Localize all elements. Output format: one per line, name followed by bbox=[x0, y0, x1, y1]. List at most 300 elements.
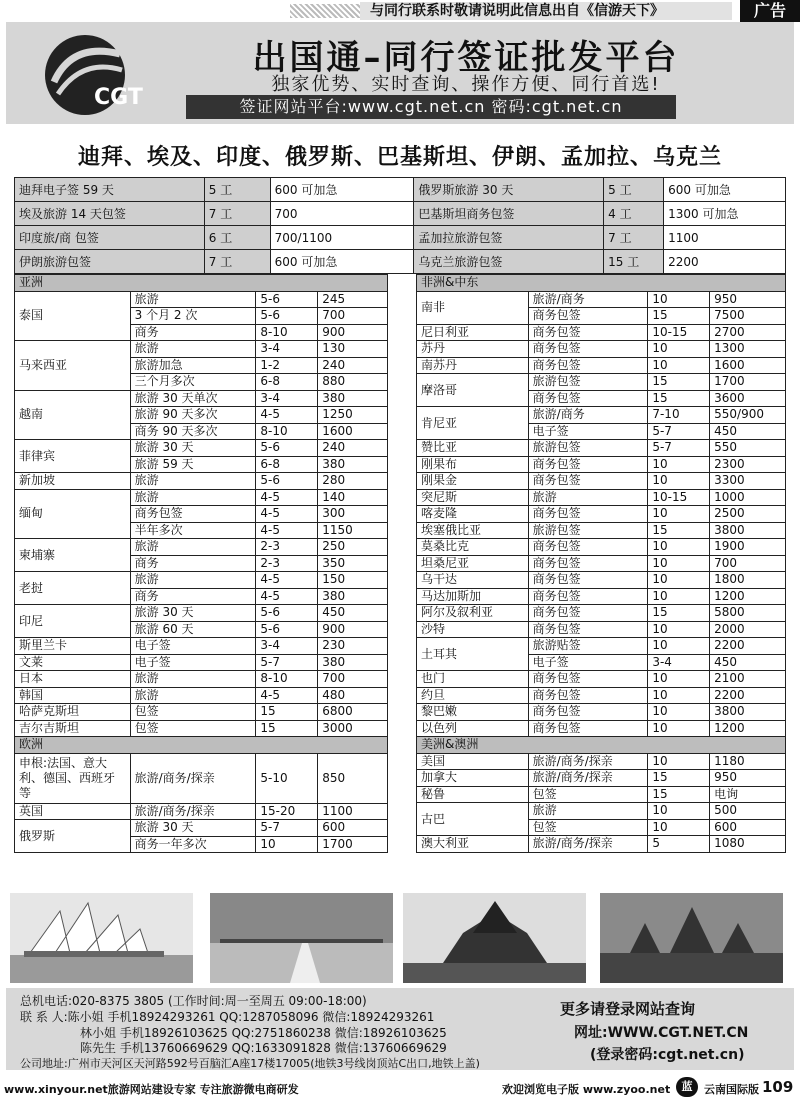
countries-line: 迪拜、埃及、印度、俄罗斯、巴基斯坦、伊朗、孟加拉、乌克兰 bbox=[77, 145, 722, 170]
table-cell: 1-2 bbox=[256, 357, 318, 374]
table-row bbox=[15, 341, 388, 358]
table-cell: 380 bbox=[318, 654, 388, 671]
table-cell: 土耳其 bbox=[417, 638, 529, 671]
table-cell: 300 bbox=[318, 506, 388, 523]
table-cell: 旅游贴签 bbox=[528, 638, 648, 655]
table-cell: 旅游 bbox=[130, 489, 256, 506]
table-row bbox=[15, 572, 388, 589]
table-cell: 商务包签 bbox=[528, 308, 648, 325]
table-row bbox=[15, 737, 388, 754]
table-row bbox=[417, 753, 786, 770]
table-row bbox=[15, 671, 388, 688]
footer-left: www.xinyour.net旅游网站建设专家 专注旅游微电商研发 bbox=[4, 1083, 299, 1096]
table-cell: 马来西亚 bbox=[15, 341, 131, 391]
table-cell: 4-5 bbox=[256, 588, 318, 605]
table-cell: 印尼 bbox=[15, 605, 131, 638]
table-cell: 245 bbox=[318, 291, 388, 308]
table-cell: 1300 bbox=[710, 341, 786, 358]
banner-title: 出国通–同行签证批发平台 bbox=[252, 38, 680, 78]
table-cell: 3-4 bbox=[256, 638, 318, 655]
table-cell: 商务包签 bbox=[528, 671, 648, 688]
table-cell: 3-4 bbox=[256, 390, 318, 407]
table-cell: 7-10 bbox=[648, 407, 710, 424]
table-cell: 550 bbox=[710, 440, 786, 457]
left-price-table bbox=[14, 274, 388, 853]
table-cell: 10 bbox=[648, 671, 710, 688]
table-cell: 550/900 bbox=[710, 407, 786, 424]
footer bbox=[0, 1076, 800, 1100]
table-cell: 南苏丹 bbox=[417, 357, 529, 374]
table-cell: 旅游包签 bbox=[528, 374, 648, 391]
table-cell: 商务包签 bbox=[528, 390, 648, 407]
table-cell: 亚洲 bbox=[15, 275, 388, 292]
table-cell: 商务包签 bbox=[528, 704, 648, 721]
table-cell: 旅游 bbox=[130, 539, 256, 556]
table-cell: 苏丹 bbox=[417, 341, 529, 358]
table-cell: 1100 bbox=[318, 803, 388, 820]
table-cell: 10 bbox=[648, 341, 710, 358]
table-cell: 乌克兰旅游包签 bbox=[414, 250, 604, 274]
table-cell: 旅游 bbox=[130, 687, 256, 704]
table-cell: 商务 90 天多次 bbox=[130, 423, 256, 440]
table-cell: 商务 bbox=[130, 324, 256, 341]
pier-photo bbox=[210, 893, 393, 983]
table-cell: 非洲&中东 bbox=[417, 275, 786, 292]
contact-person-3: 陈先生 手机13760669629 QQ:1633091828 微信:13760669629 bbox=[80, 1041, 447, 1055]
table-cell: 10 bbox=[648, 704, 710, 721]
table-row bbox=[417, 489, 786, 506]
table-row bbox=[417, 473, 786, 490]
table-cell: 1800 bbox=[710, 572, 786, 589]
table-cell: 阿尔及叙利亚 bbox=[417, 605, 529, 622]
table-cell: 埃塞俄比亚 bbox=[417, 522, 529, 539]
table-cell: 商务包签 bbox=[528, 687, 648, 704]
table-cell: 10 bbox=[648, 291, 710, 308]
table-cell: 半年多次 bbox=[130, 522, 256, 539]
table-cell: 7 工 bbox=[204, 202, 270, 226]
table-row bbox=[15, 250, 786, 274]
table-cell: 10 bbox=[648, 588, 710, 605]
table-cell: 旅游 30 天 bbox=[130, 820, 256, 837]
table-cell: 10 bbox=[648, 720, 710, 737]
site-url[interactable]: 网址:WWW.CGT.NET.CN bbox=[574, 1025, 749, 1041]
table-cell: 380 bbox=[318, 390, 388, 407]
table-cell: 突尼斯 bbox=[417, 489, 529, 506]
table-cell: 商务包签 bbox=[528, 357, 648, 374]
table-cell: 加拿大 bbox=[417, 770, 529, 787]
table-cell: 旅游 bbox=[130, 473, 256, 490]
table-cell: 旅游 bbox=[130, 572, 256, 589]
table-cell: 电子签 bbox=[528, 654, 648, 671]
table-cell: 1250 bbox=[318, 407, 388, 424]
table-row bbox=[15, 654, 388, 671]
table-cell: 3800 bbox=[710, 704, 786, 721]
table-cell: 日本 bbox=[15, 671, 131, 688]
cgt-logo-icon bbox=[42, 32, 143, 118]
top-bar bbox=[0, 0, 800, 22]
table-cell: 古巴 bbox=[417, 803, 529, 836]
table-cell: 旅游 bbox=[528, 489, 648, 506]
table-cell: 3 个月 2 次 bbox=[130, 308, 256, 325]
table-cell: 600 bbox=[318, 820, 388, 837]
table-cell: 600 可加急 bbox=[270, 250, 414, 274]
table-cell: 5-6 bbox=[256, 440, 318, 457]
table-row bbox=[15, 489, 388, 506]
table-row bbox=[417, 638, 786, 655]
table-cell: 15 bbox=[648, 390, 710, 407]
table-row bbox=[15, 390, 388, 407]
table-cell: 1100 bbox=[664, 226, 786, 250]
table-row bbox=[417, 687, 786, 704]
table-cell: 10 bbox=[648, 803, 710, 820]
table-cell: 马达加斯加 bbox=[417, 588, 529, 605]
table-row bbox=[15, 440, 388, 457]
table-cell: 4-5 bbox=[256, 572, 318, 589]
table-cell: 1700 bbox=[318, 836, 388, 853]
table-cell: 美洲&澳洲 bbox=[417, 737, 786, 754]
contact-address: 公司地址:广州市天河区天河路592号百脑汇A座17楼17005(地铁3号线岗顶站C出口,地铁上盖) bbox=[20, 1057, 480, 1070]
login-password: (登录密码:cgt.net.cn) bbox=[590, 1047, 745, 1063]
table-row bbox=[417, 770, 786, 787]
table-row bbox=[15, 720, 388, 737]
table-cell: 旅游 30 天 bbox=[130, 440, 256, 457]
table-row bbox=[15, 178, 786, 202]
table-row bbox=[417, 522, 786, 539]
logo-text: CGT bbox=[94, 85, 143, 110]
table-cell: 商务 bbox=[130, 588, 256, 605]
table-cell: 1200 bbox=[710, 588, 786, 605]
table-cell: 15 bbox=[648, 605, 710, 622]
table-cell: 10-15 bbox=[648, 324, 710, 341]
table-cell: 900 bbox=[318, 324, 388, 341]
table-cell: 5-7 bbox=[648, 440, 710, 457]
table-row bbox=[417, 341, 786, 358]
table-cell: 俄罗斯 bbox=[15, 820, 131, 853]
table-cell: 黎巴嫩 bbox=[417, 704, 529, 721]
quick-price-table bbox=[14, 177, 786, 274]
table-row bbox=[417, 440, 786, 457]
table-cell: 230 bbox=[318, 638, 388, 655]
table-cell: 柬埔寨 bbox=[15, 539, 131, 572]
table-cell: 三个月多次 bbox=[130, 374, 256, 391]
table-cell: 包签 bbox=[528, 786, 648, 803]
table-cell: 6 工 bbox=[204, 226, 270, 250]
table-cell: 巴基斯坦商务包签 bbox=[414, 202, 604, 226]
angkor-wat-photo bbox=[600, 893, 783, 983]
table-row bbox=[15, 202, 786, 226]
table-cell: 1300 可加急 bbox=[664, 202, 786, 226]
table-row bbox=[417, 786, 786, 803]
table-cell: 3000 bbox=[318, 720, 388, 737]
table-cell: 10 bbox=[648, 357, 710, 374]
table-cell: 15 bbox=[648, 308, 710, 325]
table-row bbox=[15, 820, 388, 837]
table-cell: 700 bbox=[318, 308, 388, 325]
table-cell: 600 可加急 bbox=[270, 178, 414, 202]
table-cell: 斯里兰卡 bbox=[15, 638, 131, 655]
table-cell: 15 bbox=[648, 374, 710, 391]
table-cell: 商务包签 bbox=[528, 324, 648, 341]
table-row bbox=[417, 588, 786, 605]
table-row bbox=[417, 291, 786, 308]
table-cell: 10 bbox=[648, 473, 710, 490]
table-cell: 旅游包签 bbox=[528, 522, 648, 539]
table-cell: 商务包签 bbox=[528, 588, 648, 605]
table-cell: 700/1100 bbox=[270, 226, 414, 250]
table-cell: 南非 bbox=[417, 291, 529, 324]
table-row bbox=[15, 275, 388, 292]
table-cell: 4-5 bbox=[256, 522, 318, 539]
table-cell: 5-6 bbox=[256, 621, 318, 638]
table-cell: 2200 bbox=[710, 638, 786, 655]
table-cell: 15 bbox=[648, 786, 710, 803]
table-cell: 15 bbox=[256, 704, 318, 721]
table-cell: 350 bbox=[318, 555, 388, 572]
table-cell: 700 bbox=[270, 202, 414, 226]
table-cell: 10 bbox=[648, 753, 710, 770]
table-cell: 莫桑比克 bbox=[417, 539, 529, 556]
table-row bbox=[417, 704, 786, 721]
table-cell: 4-5 bbox=[256, 407, 318, 424]
table-row bbox=[417, 407, 786, 424]
table-cell: 商务包签 bbox=[528, 539, 648, 556]
table-cell: 380 bbox=[318, 588, 388, 605]
table-cell: 商务包签 bbox=[130, 506, 256, 523]
table-cell: 电子签 bbox=[528, 423, 648, 440]
table-cell: 吉尔吉斯坦 bbox=[15, 720, 131, 737]
table-cell: 越南 bbox=[15, 390, 131, 440]
banner-subtitle: 独家优势、实时查询、操作方便、同行首选! bbox=[271, 74, 661, 95]
table-cell: 5-6 bbox=[256, 473, 318, 490]
table-cell: 旅游/商务/探亲 bbox=[130, 803, 256, 820]
table-cell: 2100 bbox=[710, 671, 786, 688]
table-row bbox=[15, 605, 388, 622]
table-cell: 商务 bbox=[130, 555, 256, 572]
table-cell: 2-3 bbox=[256, 555, 318, 572]
table-cell: 1900 bbox=[710, 539, 786, 556]
table-row bbox=[417, 836, 786, 853]
table-row bbox=[417, 605, 786, 622]
table-cell: 旅游 bbox=[130, 341, 256, 358]
table-cell: 3600 bbox=[710, 390, 786, 407]
table-cell: 旅游/商务/探亲 bbox=[130, 753, 256, 803]
table-cell: 600 bbox=[710, 819, 786, 836]
table-cell: 1600 bbox=[710, 357, 786, 374]
banner-site: 签证网站平台:www.cgt.net.cn 密码:cgt.net.cn bbox=[186, 95, 676, 119]
contact-phone: 总机电话:020-8375 3805 (工作时间:周一至周五 09:00-18:00) bbox=[20, 994, 367, 1008]
source-notice: 与同行联系时敬请说明此信息出自《信游天下》 bbox=[360, 2, 732, 20]
temple-photo bbox=[403, 893, 586, 983]
table-cell: 旅游 90 天多次 bbox=[130, 407, 256, 424]
table-cell: 缅甸 bbox=[15, 489, 131, 539]
table-cell: 15 bbox=[648, 770, 710, 787]
table-cell: 15 工 bbox=[604, 250, 664, 274]
table-cell: 电子签 bbox=[130, 654, 256, 671]
table-cell: 旅游/商务 bbox=[528, 291, 648, 308]
table-cell: 1150 bbox=[318, 522, 388, 539]
table-cell: 包签 bbox=[130, 720, 256, 737]
table-cell: 3300 bbox=[710, 473, 786, 490]
table-cell: 旅游 bbox=[130, 291, 256, 308]
table-cell: 包签 bbox=[130, 704, 256, 721]
table-cell: 旅游包签 bbox=[528, 440, 648, 457]
table-cell: 电询 bbox=[710, 786, 786, 803]
table-cell: 2-3 bbox=[256, 539, 318, 556]
table-cell: 以色列 bbox=[417, 720, 529, 737]
table-row bbox=[15, 803, 388, 820]
table-cell: 4 工 bbox=[604, 202, 664, 226]
table-cell: 140 bbox=[318, 489, 388, 506]
table-cell: 10 bbox=[648, 621, 710, 638]
contact-person-1: 联 系 人:陈小姐 手机18924293261 QQ:1287058096 微信:18924293261 bbox=[20, 1010, 435, 1024]
footer-edition: 云南国际版 bbox=[704, 1083, 759, 1096]
table-cell: 俄罗斯旅游 30 天 bbox=[414, 178, 604, 202]
table-cell: 2700 bbox=[710, 324, 786, 341]
table-cell: 赞比亚 bbox=[417, 440, 529, 457]
table-cell: 孟加拉旅游包签 bbox=[414, 226, 604, 250]
table-cell: 900 bbox=[318, 621, 388, 638]
table-cell: 10 bbox=[648, 819, 710, 836]
table-cell: 7500 bbox=[710, 308, 786, 325]
table-row bbox=[417, 572, 786, 589]
table-cell: 旅游/商务/探亲 bbox=[528, 836, 648, 853]
table-cell: 5-7 bbox=[648, 423, 710, 440]
table-cell: 240 bbox=[318, 357, 388, 374]
table-cell: 商务包签 bbox=[528, 506, 648, 523]
table-cell: 商务包签 bbox=[528, 555, 648, 572]
table-cell: 哈萨克斯坦 bbox=[15, 704, 131, 721]
table-cell: 约旦 bbox=[417, 687, 529, 704]
table-cell: 850 bbox=[318, 753, 388, 803]
banner bbox=[6, 22, 794, 124]
table-cell: 5800 bbox=[710, 605, 786, 622]
table-cell: 6800 bbox=[318, 704, 388, 721]
table-row bbox=[417, 555, 786, 572]
table-cell: 280 bbox=[318, 473, 388, 490]
table-cell: 10 bbox=[648, 506, 710, 523]
table-cell: 240 bbox=[318, 440, 388, 457]
table-cell: 老挝 bbox=[15, 572, 131, 605]
table-cell: 1600 bbox=[318, 423, 388, 440]
table-cell: 600 可加急 bbox=[664, 178, 786, 202]
table-cell: 10 bbox=[256, 836, 318, 853]
table-cell: 4-5 bbox=[256, 506, 318, 523]
table-cell: 商务包签 bbox=[528, 605, 648, 622]
table-cell: 130 bbox=[318, 341, 388, 358]
table-cell: 700 bbox=[710, 555, 786, 572]
table-cell: 商务包签 bbox=[528, 473, 648, 490]
table-cell: 950 bbox=[710, 770, 786, 787]
page-number: 109 bbox=[762, 1078, 794, 1096]
table-cell: 旅游 30 天 bbox=[130, 605, 256, 622]
table-cell: 4-5 bbox=[256, 687, 318, 704]
ad-tag: 广告 bbox=[740, 0, 800, 22]
table-row bbox=[15, 539, 388, 556]
sydney-opera-house-photo bbox=[10, 893, 193, 983]
table-cell: 5-6 bbox=[256, 308, 318, 325]
table-cell: 4-5 bbox=[256, 489, 318, 506]
table-cell: 2200 bbox=[664, 250, 786, 274]
table-cell: 澳大利亚 bbox=[417, 836, 529, 853]
table-cell: 秘鲁 bbox=[417, 786, 529, 803]
table-cell: 旅游 59 天 bbox=[130, 456, 256, 473]
table-cell: 商务包签 bbox=[528, 572, 648, 589]
table-cell: 商务包签 bbox=[528, 341, 648, 358]
table-cell: 7 工 bbox=[204, 250, 270, 274]
hatch-decoration bbox=[290, 4, 360, 18]
table-cell: 380 bbox=[318, 456, 388, 473]
table-cell: 15 bbox=[648, 522, 710, 539]
table-cell: 喀麦隆 bbox=[417, 506, 529, 523]
table-cell: 旅游 30 天单次 bbox=[130, 390, 256, 407]
table-cell: 3-4 bbox=[256, 341, 318, 358]
table-cell: 商务包签 bbox=[528, 720, 648, 737]
table-row bbox=[417, 275, 786, 292]
table-row bbox=[15, 226, 786, 250]
table-cell: 商务包签 bbox=[528, 621, 648, 638]
table-cell: 印度旅/商 包签 bbox=[15, 226, 205, 250]
table-row bbox=[15, 291, 388, 308]
table-cell: 15-20 bbox=[256, 803, 318, 820]
table-row bbox=[417, 374, 786, 391]
table-row bbox=[15, 753, 388, 803]
table-cell: 1000 bbox=[710, 489, 786, 506]
table-cell: 埃及旅游 14 天包签 bbox=[15, 202, 205, 226]
table-cell: 泰国 bbox=[15, 291, 131, 341]
table-cell: 5 工 bbox=[204, 178, 270, 202]
table-row bbox=[417, 456, 786, 473]
more-info: 更多请登录网站查询 bbox=[560, 1000, 696, 1018]
table-cell: 15 bbox=[256, 720, 318, 737]
table-cell: 10 bbox=[648, 638, 710, 655]
table-cell: 5-6 bbox=[256, 605, 318, 622]
table-cell: 450 bbox=[710, 423, 786, 440]
table-cell: 坦桑尼亚 bbox=[417, 555, 529, 572]
table-row bbox=[417, 506, 786, 523]
table-cell: 迪拜电子签 59 天 bbox=[15, 178, 205, 202]
table-cell: 5-7 bbox=[256, 820, 318, 837]
table-row bbox=[15, 473, 388, 490]
table-row bbox=[417, 720, 786, 737]
table-cell: 申根:法国、意大利、德国、西班牙等 bbox=[15, 753, 131, 803]
photo-strip bbox=[10, 893, 790, 985]
table-cell: 2300 bbox=[710, 456, 786, 473]
table-cell: 旅游 bbox=[130, 671, 256, 688]
table-cell: 450 bbox=[318, 605, 388, 622]
table-cell: 1200 bbox=[710, 720, 786, 737]
table-cell: 10-15 bbox=[648, 489, 710, 506]
table-cell: 肯尼亚 bbox=[417, 407, 529, 440]
table-cell: 刚果布 bbox=[417, 456, 529, 473]
footer-badge: 蓝 bbox=[676, 1077, 698, 1097]
table-row bbox=[417, 539, 786, 556]
table-cell: 欧洲 bbox=[15, 737, 388, 754]
table-cell: 6-8 bbox=[256, 374, 318, 391]
table-cell: 旅游/商务/探亲 bbox=[528, 770, 648, 787]
table-cell: 8-10 bbox=[256, 423, 318, 440]
table-cell: 10 bbox=[648, 456, 710, 473]
table-cell: 旅游 bbox=[528, 803, 648, 820]
table-cell: 880 bbox=[318, 374, 388, 391]
contact-person-2: 林小姐 手机18926103625 QQ:2751860238 微信:18926103625 bbox=[80, 1026, 447, 1040]
table-cell: 2500 bbox=[710, 506, 786, 523]
table-cell: 450 bbox=[710, 654, 786, 671]
table-cell: 10 bbox=[648, 687, 710, 704]
table-cell: 旅游/商务 bbox=[528, 407, 648, 424]
table-cell: 10 bbox=[648, 555, 710, 572]
table-cell: 10 bbox=[648, 539, 710, 556]
table-cell: 英国 bbox=[15, 803, 131, 820]
